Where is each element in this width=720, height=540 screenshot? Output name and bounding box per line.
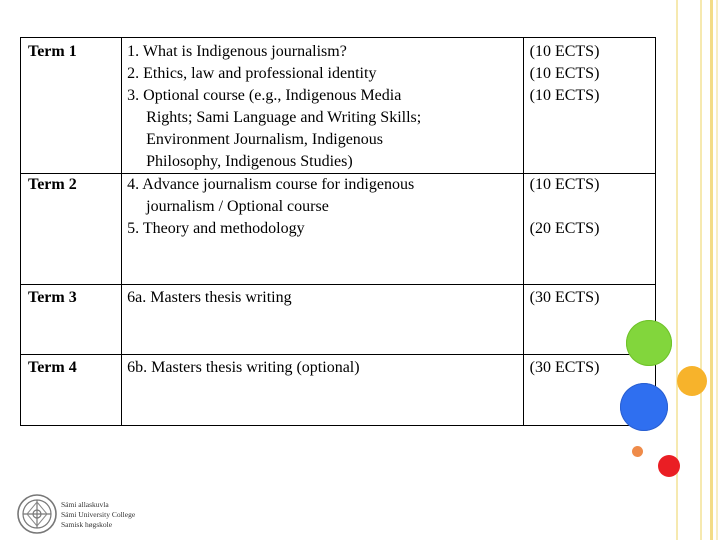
university-name-line: Sámi University College <box>61 510 136 519</box>
course-list <box>122 174 523 285</box>
decorative-frame-line <box>710 0 713 540</box>
ects-value: (10 ECTS) <box>529 176 600 193</box>
table-row <box>21 174 656 285</box>
term-label: Term 1 <box>21 38 122 174</box>
decorative-frame-line <box>700 0 702 540</box>
course-item-continued: Environment Journalism, Indigenous <box>146 131 384 148</box>
term-label-text: Term 4 <box>28 359 77 376</box>
table-row <box>21 38 656 174</box>
spacer <box>530 196 655 218</box>
university-name <box>61 500 135 530</box>
course-item-continued: journalism / Optional course <box>146 198 329 215</box>
table-row <box>21 355 656 426</box>
course-list <box>122 355 523 426</box>
decorative-circle-blue <box>620 383 668 431</box>
decorative-circle-orange <box>677 366 707 396</box>
decorative-circle-orange-small <box>632 446 643 457</box>
ects-value: (10 ECTS) <box>529 65 600 82</box>
ects-credits <box>523 174 655 285</box>
course-list <box>122 285 523 355</box>
course-item: 5. Theory and methodology <box>127 220 305 237</box>
university-logo-icon <box>16 493 58 535</box>
term-label-text: Term 3 <box>28 289 77 306</box>
course-item: 3. Optional course (e.g., Indigenous Media <box>127 87 402 104</box>
course-item: 1. What is Indigenous journalism? <box>127 43 347 60</box>
term-label <box>21 285 122 355</box>
ects-value: (20 ECTS) <box>529 220 600 237</box>
ects-value: (10 ECTS) <box>529 43 600 60</box>
course-item-continued: Rights; Sami Language and Writing Skills; <box>146 109 422 126</box>
course-item: 6a. Masters thesis writing <box>127 289 292 306</box>
decorative-circle-red <box>658 455 680 477</box>
curriculum-table <box>20 37 656 426</box>
university-name-line: Samisk høgskole <box>61 520 113 529</box>
ects-credits <box>523 38 655 174</box>
course-item: 2. Ethics, law and professional identity <box>127 65 377 82</box>
university-name-line: Sámi allaskuvla <box>61 500 109 509</box>
course-list <box>122 38 523 174</box>
decorative-frame-line <box>716 0 718 540</box>
term-label <box>21 355 122 426</box>
course-item: 6b. Masters thesis writing (optional) <box>127 359 360 376</box>
term-label: Term 2 <box>21 174 122 285</box>
ects-value: (30 ECTS) <box>529 359 600 376</box>
table-row <box>21 285 656 355</box>
course-item: 4. Advance journalism course for indigenous <box>127 176 415 193</box>
course-item-continued: Philosophy, Indigenous Studies) <box>146 153 353 170</box>
ects-value: (10 ECTS) <box>529 87 600 104</box>
decorative-circle-green <box>626 320 672 366</box>
ects-value: (30 ECTS) <box>529 289 600 306</box>
